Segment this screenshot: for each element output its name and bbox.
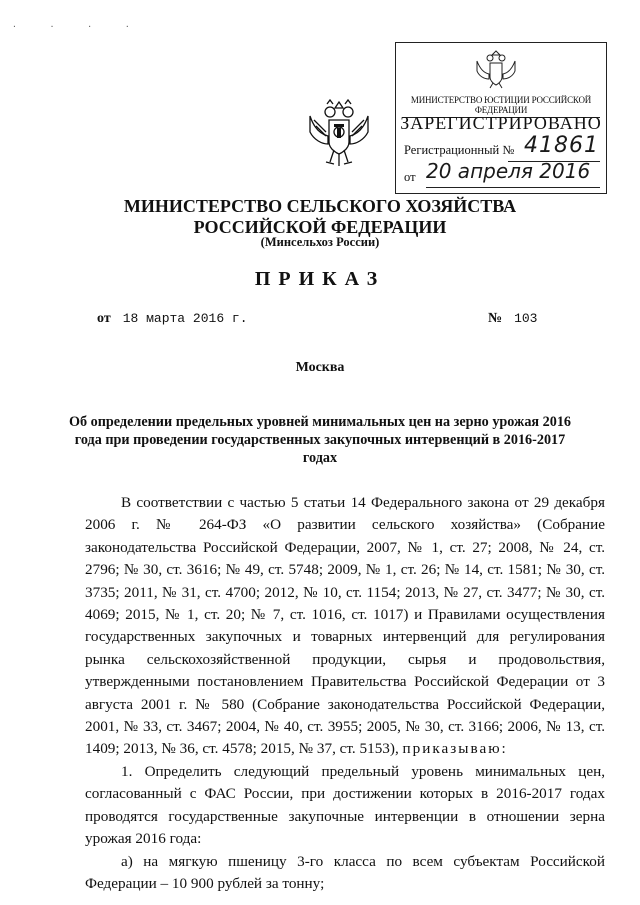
paragraph-item-1a: а) на мягкую пшеницу 3-го класса по всем субъектам Российской Федерации – 10 900 рублей за тонну;: [85, 852, 605, 892]
order-date-value: 18 марта 2016 г.: [122, 311, 248, 326]
stamp-date-value: 20 апреля 2016: [426, 159, 591, 183]
registration-stamp: [395, 42, 607, 194]
stamp-reg-label: Регистрационный №: [404, 143, 515, 157]
order-date: [97, 311, 248, 327]
document-type: ПРИКАЗ: [254, 268, 386, 290]
scan-specks: · · · ·: [12, 22, 144, 31]
order-number: [488, 311, 537, 327]
stamp-registered: ЗАРЕГИСТРИРОВАНО: [400, 113, 602, 133]
ministry-name: [0, 196, 640, 238]
ministry-name-line2: РОССИЙСКОЙ ФЕДЕРАЦИИ: [193, 217, 447, 237]
document-body: [85, 492, 605, 895]
paragraph-preamble: [85, 492, 605, 761]
stamp-date-label: от: [404, 170, 416, 184]
city: Москва: [295, 360, 345, 375]
preamble-text: В соответствии с частью 5 статьи 14 Федерального закона от 29 декабря 2006 г. № 264-ФЗ «О развитии сельского хозяйства» (Собрание законодательства Российской Федерации, 2007, № 1, ст. 27; 2008, № 24, ст. 2796; № 30, ст. 3616; № 49, ст. 5748; 2009, № 1, ст. 26; № 14, ст. 1581; № 30, ст. 3735; 2011, № 31, ст. 4700; 2012, № 10, ст. 1154; 2013, № 27, ст. 3477; № 30, ст. 4069; 2015, № 1, ст. 20; № 7, ст. 1016, ст. 1017) и Правилами осуществления государственных закупочных и товарных интервенций для регулирования рынка сельскохозяйственной продукции, сырья и продовольствия, утвержденными постановлением Правительства Российской Федерации от 3 августа 2001 г. № 580 (Собрание законодательства Российской Федерации, 2001, № 33, ст. 3467; 2004, № 40, ст. 3955; 2005, № 30, ст. 3166; 2006, № 13, ст. 1409; 2013, № 36, ст. 4578; 2015, № 37, ст. 5153),: [85, 494, 605, 758]
order-date-label: от: [97, 311, 111, 326]
coat-of-arms-icon: [304, 98, 374, 170]
stamp-emblem-icon: [474, 49, 518, 89]
document-title: Об определении предельных уровней минимальных цен на зерно урожая 2016 года при проведении государственных закупочных интервенций в 2016-2017 годах: [68, 414, 572, 466]
ministry-short-name: (Минсельхоз России): [260, 235, 380, 249]
order-number-value: 103: [514, 311, 538, 326]
preamble-order-word: приказываю:: [402, 740, 508, 758]
paragraph-item-1: 1. Определить следующий предельный уровень минимальных цен, согласованный с ФАС России, при достижении которых в 2016-2017 годах проводятся государственные закупочные интервенции в отношении зерна урожая 2016 года:: [85, 762, 605, 848]
stamp-ministry: МИНИСТЕРСТВО ЮСТИЦИИ РОССИЙСКОЙ ФЕДЕРАЦИИ: [402, 95, 600, 118]
order-number-label: №: [488, 311, 503, 326]
ministry-name-line1: МИНИСТЕРСТВО СЕЛЬСКОГО ХОЗЯЙСТВА: [123, 196, 517, 216]
stamp-date-underline: [426, 187, 600, 188]
stamp-reg-number: 41861: [524, 133, 599, 158]
